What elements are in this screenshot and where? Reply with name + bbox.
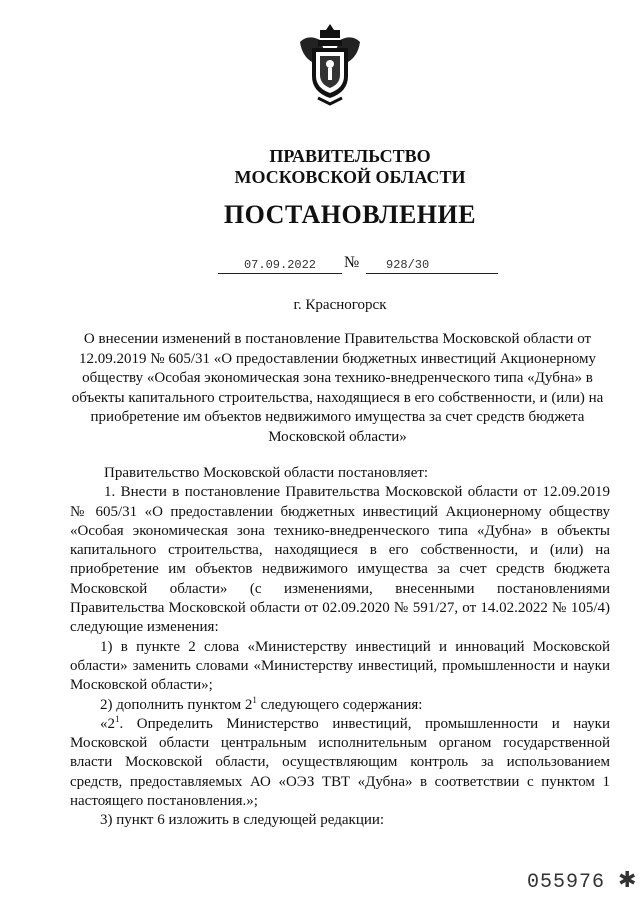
p3-superscript: 1	[252, 694, 257, 705]
registration-number: 928/30	[366, 257, 498, 274]
authority-name-line1: ПРАВИТЕЛЬСТВО	[269, 146, 431, 166]
body-paragraph-5: 3) пункт 6 изложить в следующей редакции:	[100, 812, 385, 829]
p4-superscript: 1	[115, 713, 120, 724]
document-type-heading: ПОСТАНОВЛЕНИЕ	[223, 200, 477, 229]
city-name: г. Красногорск	[293, 297, 387, 313]
serial-number-stamp	[527, 868, 637, 894]
p4-text-start: «2	[100, 715, 115, 732]
authority-name-line2: МОСКОВСКОЙ ОБЛАСТИ	[234, 167, 466, 187]
document-title: О внесении изменений в постановление Правительства Московской области от 12.09.2019 № 605/31 «О предоставлении бюджетных инвестиций Акционерному обществу «Особая экономическая зона технико-внедренческого типа «Дубна» в объекты капитального строительства, находящиеся в его собственности, и (или) на приобретение им объектов недвижимого имущества за счет средств бюджета Московской области»	[71, 331, 604, 445]
coat-of-arms-emblem	[298, 22, 362, 106]
body-paragraph-1: 1. Внести в постановление Правительства Московской области от 12.09.2019 № 605/31 «О предоставлении бюджетных инвестиций Акционерному обществу «Особая экономическая зона технико-внедренческого типа «Дубна» в объекты капитального строительства, находящиеся в его собственности, и (или) на приобретение им объектов недвижимого имущества за счет средств бюджета Московской области» (с изменениями, внесенными постановлениями Правительства Московской области от 02.09.2020 № 591/27, от 14.02.2022 № 105/4) следующие изменения:	[70, 484, 610, 636]
asterisk-mark-icon: ✱	[618, 868, 638, 893]
body-paragraph-2: 1) в пункте 2 слова «Министерству инвестиций и инноваций Московской области» заменить словами «Министерству инвестиций, промышленности и науки Московской области»;	[70, 638, 610, 694]
number-sign: №	[344, 254, 360, 271]
document-body	[70, 464, 610, 831]
p3-text-start: 2) дополнить пунктом 2	[100, 696, 253, 713]
p3-text-end: следующего содержания:	[256, 696, 423, 713]
p4-text-end: . Определить Министерство инвестиций, промышленности и науки Московской области центральным исполнительным органом государственной власти Московской области, осуществляющим контроль за использованием средств, предоставляемых АО «ОЭЗ ТВТ «Дубна» в соответствии с пунктом 1 настоящего постановления.»;	[70, 715, 610, 810]
registration-date: 07.09.2022	[218, 257, 342, 274]
body-intro: Правительство Московской области постановляет:	[104, 465, 429, 481]
body-paragraph-3	[70, 696, 610, 715]
body-paragraph-4	[70, 715, 610, 811]
serial-number: 055976	[527, 871, 606, 894]
